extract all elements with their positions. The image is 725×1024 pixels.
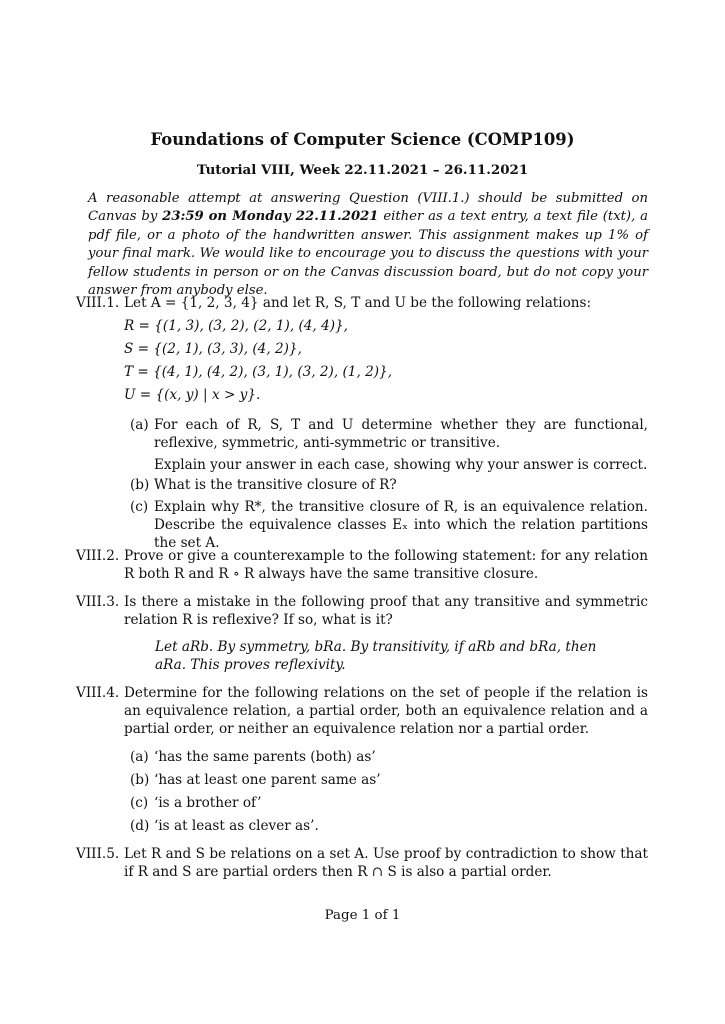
intro-paragraph <box>88 190 648 300</box>
question-1a <box>130 416 648 474</box>
relation-u: U = {(x, y) | x > y}. <box>124 387 261 403</box>
document-subtitle: Tutorial VIII, Week 22.11.2021 – 26.11.2021 <box>196 162 529 178</box>
question-2-number: VIII.2. <box>76 548 120 564</box>
question-1-stem: Let A = {1, 2, 3, 4} and let R, S, T and U be the following relations: <box>124 295 592 311</box>
question-1c-label: (c) <box>130 499 149 515</box>
page-number: Page 1 of 1 <box>324 908 401 923</box>
intro-part1: A reasonable attempt at answering Question (VIII.1.) should be submitted on Canvas by <box>88 191 648 225</box>
deadline-day: on Monday 22.11.2021 <box>208 209 379 225</box>
question-4-text: Determine for the following relations on the set of people if the relation is an equivalence relation, a partial order, both an equivalence relation and a partial order, or neither an equivalence relation nor a partial order. <box>124 685 648 737</box>
question-3 <box>76 593 648 629</box>
question-1b <box>130 476 648 494</box>
question-1a-note: Explain your answer in each case, showing why your answer is correct. <box>154 457 648 473</box>
question-1 <box>76 294 648 312</box>
question-4c-text: ‘is a brother of’ <box>154 795 262 811</box>
relation-t: T = {(4, 1), (4, 2), (3, 1), (3, 2), (1, 2)}, <box>124 364 393 380</box>
relation-r: R = {(1, 3), (3, 2), (2, 1), (4, 4)}, <box>124 318 348 334</box>
question-4a <box>130 748 648 766</box>
question-1a-text: For each of R, S, T and U determine whether they are functional, reflexive, symmetric, anti-symmetric or transitive. <box>154 417 648 451</box>
question-4b-label: (b) <box>130 772 150 788</box>
question-5 <box>76 845 648 881</box>
relation-s: S = {(2, 1), (3, 3), (4, 2)}, <box>124 341 302 357</box>
question-5-text: Let R and S be relations on a set A. Use proof by contradiction to show that if R and S are partial orders then R ∩ S is also a partial order. <box>124 846 648 880</box>
deadline-time: 23:59 <box>162 209 204 225</box>
question-4c <box>130 794 648 812</box>
question-2-text: Prove or give a counterexample to the following statement: for any relation R both R and R ∘ R always have the same transitive closure. <box>124 548 648 582</box>
question-3-proof-quote: Let aRb. By symmetry, bRa. By transitivity, if aRb and bRa, then aRa. This proves reflexivity. <box>155 639 597 673</box>
question-4d-text: ‘is at least as clever as’. <box>154 818 319 834</box>
question-1a-label: (a) <box>130 417 149 433</box>
question-2 <box>76 547 648 583</box>
question-5-number: VIII.5. <box>76 846 120 862</box>
question-4a-label: (a) <box>130 749 149 765</box>
question-1c <box>130 498 648 552</box>
question-1b-label: (b) <box>130 477 150 493</box>
question-3-text: Is there a mistake in the following proof that any transitive and symmetric relation R is reflexive? If so, what is it? <box>124 594 648 628</box>
document-title: Foundations of Computer Science (COMP109) <box>150 130 575 149</box>
question-1-number: VIII.1. <box>76 295 120 311</box>
intro-part2: either as a text entry, a text file (txt), a pdf file, or a photo of the handwritten answer. This assignment makes up 1% of your final mark. We would like to encourage you to discuss the questions with your fellow students in person or on the Canvas discussion board, but do not copy your answer from anybody else. <box>88 209 648 299</box>
question-4b-text: ‘has at least one parent same as’ <box>154 772 381 788</box>
question-1c-text: Explain why R*, the transitive closure of R, is an equivalence relation. Describe the equivalence classes Eₓ into which the relation partitions the set A. <box>154 499 648 551</box>
question-4d <box>130 817 648 835</box>
question-4-number: VIII.4. <box>76 685 120 701</box>
question-4d-label: (d) <box>130 818 150 834</box>
question-3-number: VIII.3. <box>76 594 120 610</box>
question-4a-text: ‘has the same parents (both) as’ <box>154 749 376 765</box>
question-4b <box>130 771 648 789</box>
question-4c-label: (c) <box>130 795 149 811</box>
question-1b-text: What is the transitive closure of R? <box>154 477 397 493</box>
question-4 <box>76 684 648 738</box>
